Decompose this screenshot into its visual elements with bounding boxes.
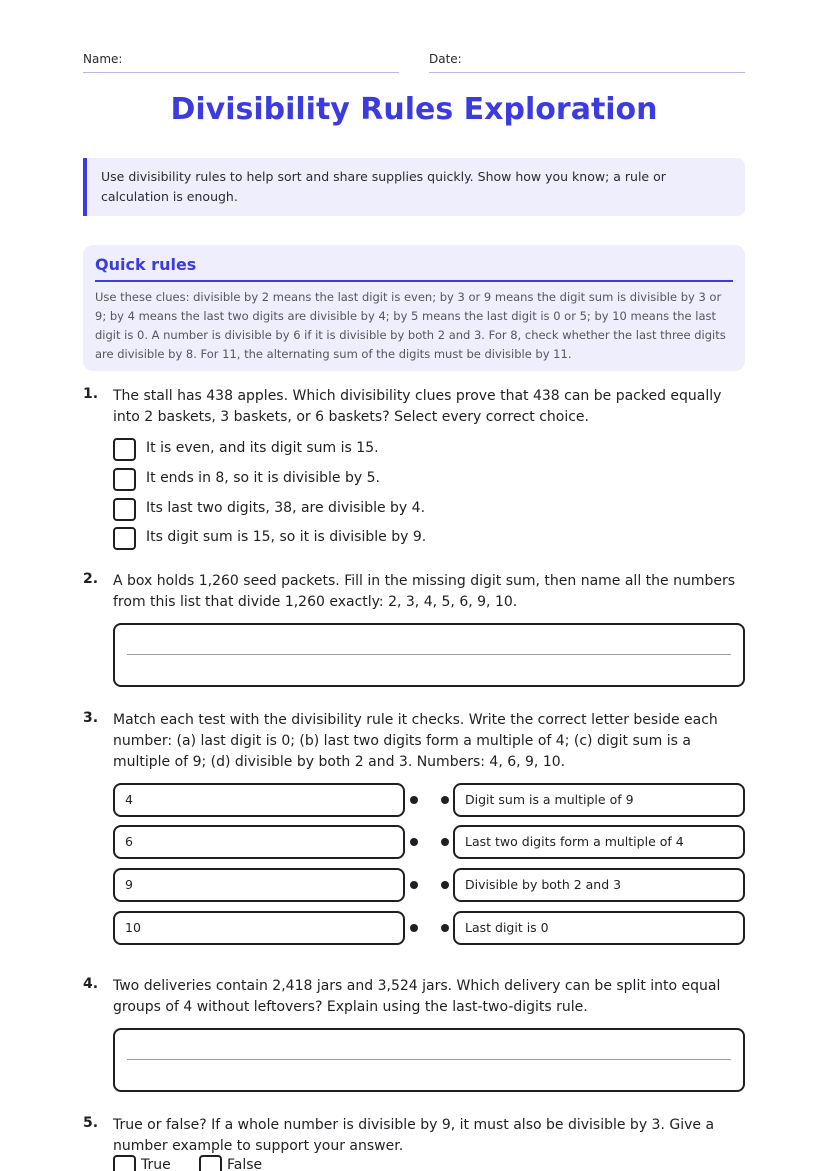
question-2: [83, 571, 745, 689]
question-text: True or false? If a whole number is divisible by 9, it must also be divisible by 3. Give a number example to support your answer.: [113, 1117, 715, 1154]
name-field[interactable]: [83, 72, 399, 73]
checkbox[interactable]: [113, 498, 136, 521]
question-number: 1.: [83, 386, 99, 402]
choice-label: False: [227, 1157, 263, 1171]
match-rule-box[interactable]: Divisible by both 2 and 3: [453, 868, 745, 902]
match-number-box[interactable]: 4: [113, 783, 405, 817]
choice-label: It ends in 8, so it is divisible by 5.: [146, 470, 380, 486]
match-dot-right[interactable]: [441, 924, 449, 932]
question-3: [83, 710, 745, 950]
question-1: [83, 386, 745, 556]
match-dot-right[interactable]: [441, 838, 449, 846]
match-dot-left[interactable]: [410, 838, 418, 846]
match-rule-box[interactable]: Last two digits form a multiple of 4: [453, 825, 745, 859]
match-dot-right[interactable]: [441, 796, 449, 804]
question-number: 3.: [83, 710, 99, 726]
question-text: The stall has 438 apples. Which divisibility clues prove that 438 can be packed equally into 2 baskets, 3 baskets, or 6 baskets? Select every correct choice.: [113, 388, 722, 425]
quick-rules-title: Quick rules: [95, 255, 733, 282]
question-text: Match each test with the divisibility rule it checks. Write the correct letter beside each number: (a) last digit is 0; (b) last two digits form a multiple of 4; (c) digit sum is a multiple of 9; (d) divisible by both 2 and 3. Numbers: 4, 6, 9, 10.: [113, 712, 718, 770]
match-number-box[interactable]: 10: [113, 911, 405, 945]
question-4: [83, 976, 745, 1094]
page-title: Divisibility Rules Exploration: [170, 92, 658, 127]
answer-box[interactable]: [113, 1028, 745, 1092]
match-dot-left[interactable]: [410, 796, 418, 804]
question-text: Two deliveries contain 2,418 jars and 3,524 jars. Which delivery can be split into equal groups of 4 without leftovers? Explain using the last-two-digits rule.: [113, 978, 721, 1015]
checkbox[interactable]: [113, 527, 136, 550]
match-rule-box[interactable]: Digit sum is a multiple of 9: [453, 783, 745, 817]
name-label: Name:: [83, 52, 123, 66]
date-field[interactable]: [429, 72, 745, 73]
intro-callout: Use divisibility rules to help sort and share supplies quickly. Show how you know; a rule or calculation is enough.: [83, 158, 745, 216]
match-number-box[interactable]: 6: [113, 825, 405, 859]
question-text: A box holds 1,260 seed packets. Fill in the missing digit sum, then name all the numbers from this list that divide 1,260 exactly: 2, 3, 4, 5, 6, 9, 10.: [113, 573, 736, 610]
checkbox[interactable]: [113, 468, 136, 491]
choice-label: Its digit sum is 15, so it is divisible by 9.: [146, 529, 427, 545]
question-number: 2.: [83, 571, 99, 587]
match-dot-left[interactable]: [410, 924, 418, 932]
date-label: Date:: [429, 52, 462, 66]
question-number: 4.: [83, 976, 99, 992]
answer-line: [127, 1059, 731, 1060]
question-5: [83, 1115, 745, 1171]
quick-rules-body: Use these clues: divisible by 2 means the last digit is even; by 3 or 9 means the digit sum is divisible by 3 or 9; by 4 means the last two digits are divisible by 4; by 5 means the last digit is 0 or 5; by 10 means the last digit is 0. A number is divisible by 6 if it is divisible by both 2 and 3. For 8, check whether the last three digits are divisible by 8. For 11, the alternating sum of the digits must be divisible by 11.: [95, 290, 726, 361]
checkbox[interactable]: [113, 438, 136, 461]
match-dot-right[interactable]: [441, 881, 449, 889]
question-number: 5.: [83, 1115, 99, 1131]
choice-label: Its last two digits, 38, are divisible by 4.: [146, 500, 426, 516]
answer-box[interactable]: [113, 623, 745, 687]
checkbox[interactable]: [199, 1155, 222, 1171]
match-dot-left[interactable]: [410, 881, 418, 889]
match-number-box[interactable]: 9: [113, 868, 405, 902]
checkbox[interactable]: [113, 1155, 136, 1171]
quick-rules-box: [83, 245, 745, 371]
match-rule-box[interactable]: Last digit is 0: [453, 911, 745, 945]
choice-label: True: [141, 1157, 171, 1171]
choice-label: It is even, and its digit sum is 15.: [146, 440, 379, 456]
answer-line: [127, 654, 731, 655]
